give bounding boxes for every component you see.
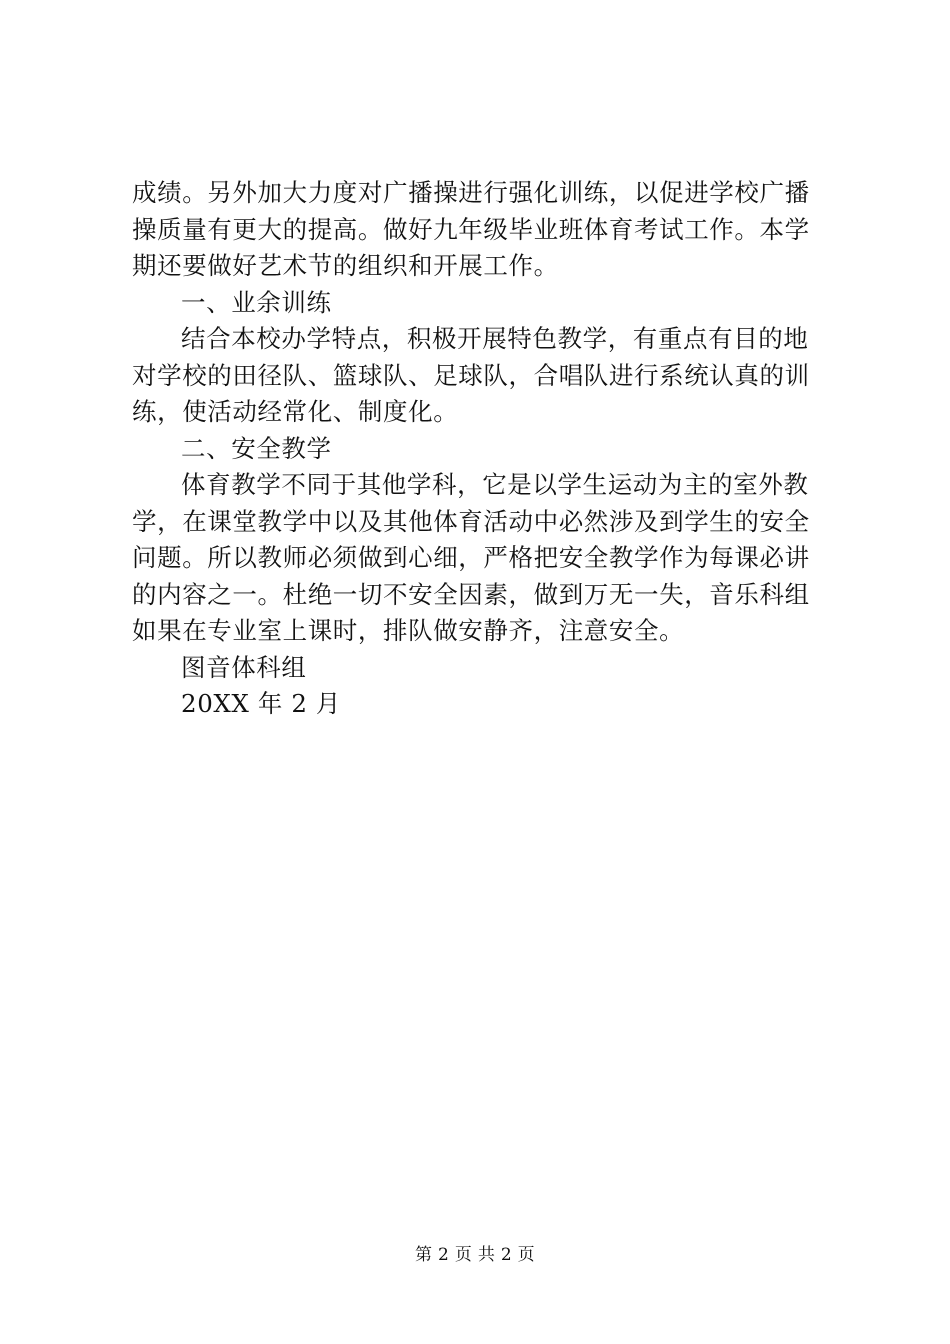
heading-safety-teaching: 二、安全教学: [181, 433, 332, 463]
paragraph-safety-teaching: 体育教学不同于其他学科，它是以学生运动为主的室外教学，在课堂教学中以及其他体育活动中必然涉及到学生的安全问题。所以教师必须做到心细，严格把安全教学作为每课必讲的内容之一。杜绝一切不安全因素，做到万无一失，音乐科组如果在专业室上课时，排队做安静齐，注意安全。: [132, 470, 810, 645]
paragraph-continuation: 成绩。另外加大力度对广播操进行强化训练，以促进学校广播操质量有更大的提高。做好九年级毕业班体育考试工作。本学期还要做好艺术节的组织和开展工作。: [132, 178, 810, 280]
paragraph-amateur-training: 结合本校办学特点，积极开展特色教学，有重点有目的地对学校的田径队、篮球队、足球队，合唱队进行系统认真的训练，使活动经常化、制度化。: [132, 324, 810, 426]
signature-date: 20XX 年 2 月: [181, 689, 342, 718]
document-body: [132, 175, 832, 723]
page-footer: 第 2 页 共 2 页: [415, 1245, 535, 1265]
heading-amateur-training: 一、业余训练: [181, 287, 332, 317]
signature-group: 图音体科组: [181, 652, 307, 682]
